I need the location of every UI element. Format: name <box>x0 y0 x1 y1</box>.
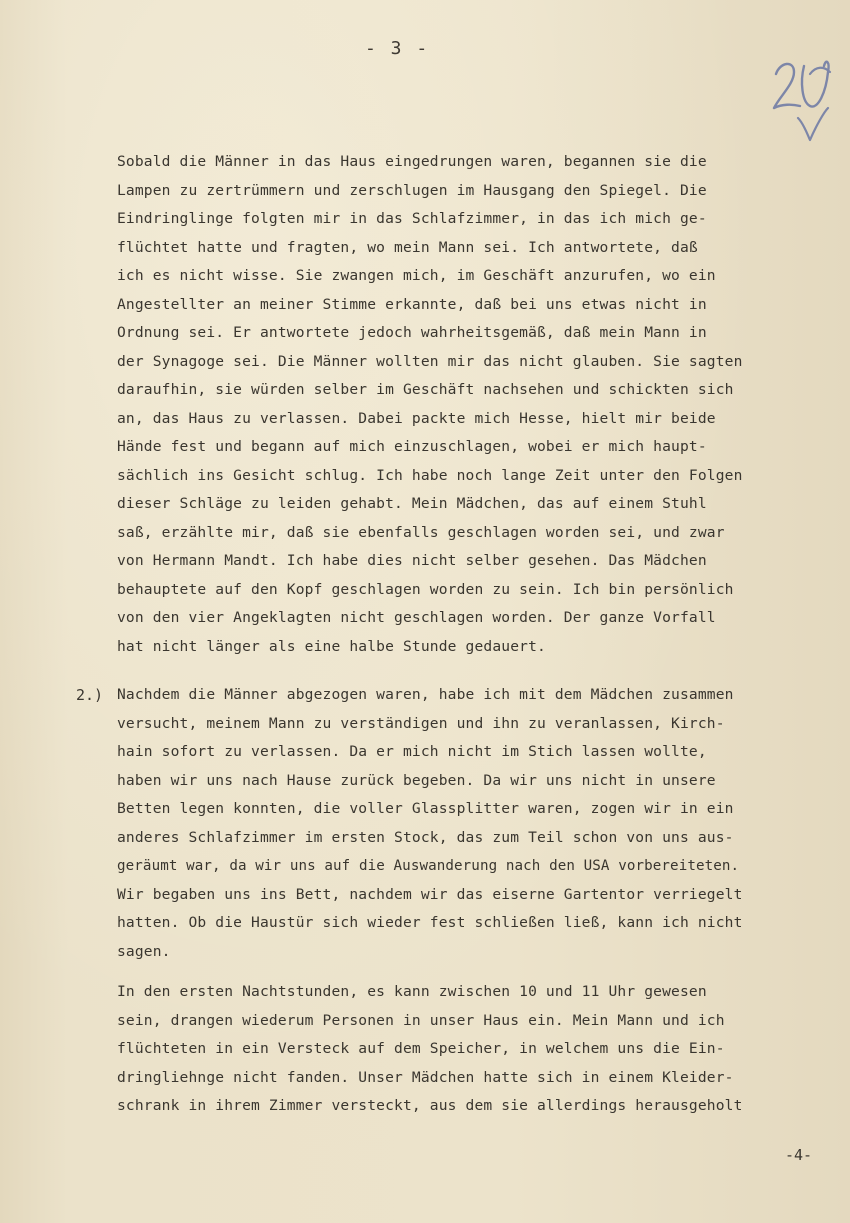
text-line: daraufhin, sie würden selber im Geschäft nachsehen und schickten sich <box>117 381 734 398</box>
text-line: haben wir uns nach Hause zurück begeben. Da wir uns nicht in unsere <box>117 772 716 789</box>
text-line: Angestellter an meiner Stimme erkannte, daß bei uns etwas nicht in <box>117 296 707 313</box>
text-line: behauptete auf den Kopf geschlagen worden zu sein. Ich bin persönlich <box>117 581 734 598</box>
text-line: ich es nicht wisse. Sie zwangen mich, im Geschäft anzurufen, wo ein <box>117 267 716 284</box>
text-line: sächlich ins Gesicht schlug. Ich habe noch lange Zeit unter den Folgen <box>117 467 743 484</box>
text-line: hain sofort zu verlassen. Da er mich nicht im Stich lassen wollte, <box>117 743 707 760</box>
text-line: flüchteten in ein Versteck auf dem Speicher, in welchem uns die Ein- <box>117 1040 725 1057</box>
text-line: an, das Haus zu verlassen. Dabei packte mich Hesse, hielt mir beide <box>117 410 716 427</box>
handwritten-folio-number <box>770 52 840 147</box>
text-line: von den vier Angeklagten nicht geschlagen worden. Der ganze Vorfall <box>117 609 716 626</box>
text-line: hatten. Ob die Haustür sich wieder fest schließen ließ, kann ich nicht <box>117 914 743 931</box>
item-number: 2.) <box>76 686 104 704</box>
text-line: Ordnung sei. Er antwortete jedoch wahrheitsgemäß, daß mein Mann in <box>117 324 707 341</box>
text-line: Wir begaben uns ins Bett, nachdem wir das eiserne Gartentor verriegelt <box>117 886 743 903</box>
text-line: hat nicht länger als eine halbe Stunde gedauert. <box>117 638 546 655</box>
text-line: schrank in ihrem Zimmer versteckt, aus dem sie allerdings herausgeholt <box>117 1097 743 1114</box>
text-line: dieser Schläge zu leiden gehabt. Mein Mädchen, das auf einem Stuhl <box>117 495 707 512</box>
text-line: der Synagoge sei. Die Männer wollten mir das nicht glauben. Sie sagten <box>117 353 743 370</box>
text-line: In den ersten Nachtstunden, es kann zwischen 10 und 11 Uhr gewesen <box>117 983 707 1000</box>
continuation-marker: -4- <box>785 1146 813 1164</box>
text-line: Eindringlinge folgten mir in das Schlafzimmer, in das ich mich ge- <box>117 210 707 227</box>
text-line: Lampen zu zertrümmern und zerschlugen im Hausgang den Spiegel. Die <box>117 182 707 199</box>
text-line: sagen. <box>117 943 171 960</box>
text-line: von Hermann Mandt. Ich habe dies nicht selber gesehen. Das Mädchen <box>117 552 707 569</box>
text-line: dringliehnge nicht fanden. Unser Mädchen hatte sich in einem Kleider- <box>117 1069 734 1086</box>
text-line: Nachdem die Männer abgezogen waren, habe ich mit dem Mädchen zusammen <box>117 686 734 703</box>
page-number: - 3 - <box>365 38 430 59</box>
text-line: versucht, meinem Mann zu verständigen und ihn zu veranlassen, Kirch- <box>117 715 725 732</box>
text-line: Betten legen konnten, die voller Glassplitter waren, zogen wir in ein <box>117 800 734 817</box>
text-line: sein, drangen wiederum Personen in unser Haus ein. Mein Mann und ich <box>117 1012 725 1029</box>
text-line: Sobald die Männer in das Haus eingedrungen waren, begannen sie die <box>117 153 707 170</box>
text-line: Hände fest und begann auf mich einzuschlagen, wobei er mich haupt- <box>117 438 707 455</box>
text-line: saß, erzählte mir, daß sie ebenfalls geschlagen worden sei, und zwar <box>117 524 725 541</box>
text-line: anderes Schlafzimmer im ersten Stock, das zum Teil schon von uns aus- <box>117 829 734 846</box>
text-line: geräumt war, da wir uns auf die Auswanderung nach den USA vorbereiteten. <box>117 858 740 874</box>
text-line: flüchtet hatte und fragten, wo mein Mann sei. Ich antwortete, daß <box>117 239 698 256</box>
